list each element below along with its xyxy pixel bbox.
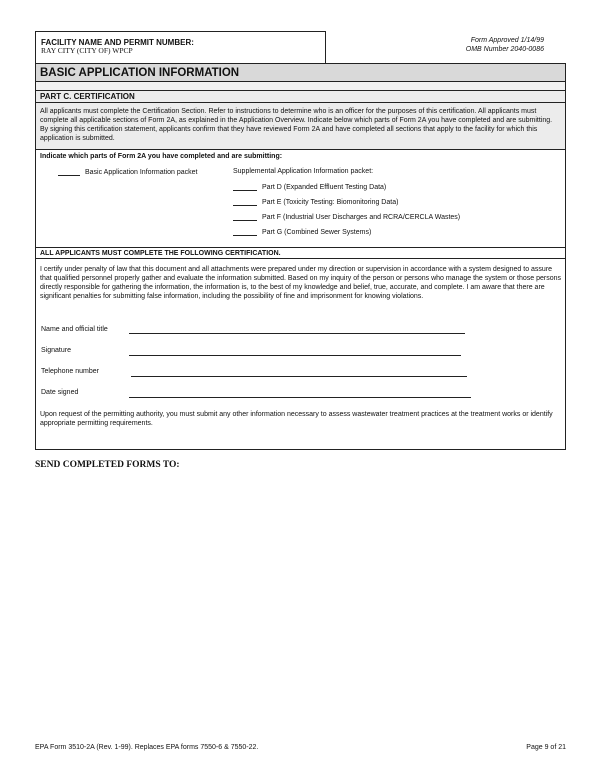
facility-label: FACILITY NAME AND PERMIT NUMBER: — [41, 38, 194, 47]
signature-field[interactable] — [129, 354, 461, 356]
part-title: PART C. CERTIFICATION — [36, 91, 565, 103]
footer-form-id: EPA Form 3510-2A (Rev. 1-99). Replaces EPA forms 7550-6 & 7550-22. — [35, 744, 259, 751]
check-blank[interactable] — [58, 168, 80, 176]
send-to-heading: SEND COMPLETED FORMS TO: — [35, 460, 180, 470]
checklist-item-label: Part D (Expanded Effluent Testing Data) — [262, 184, 387, 191]
checklist-item-label: Part F (Industrial User Discharges and RCRA/CERCLA Wastes) — [262, 214, 461, 221]
date-signed-label: Date signed — [41, 389, 79, 396]
telephone-label: Telephone number — [41, 368, 99, 375]
check-blank[interactable] — [233, 198, 257, 206]
checklist-item-part-f[interactable] — [233, 213, 460, 221]
check-blank[interactable] — [233, 213, 257, 221]
certification-form — [35, 63, 566, 450]
certification-heading: ALL APPLICANTS MUST COMPLETE THE FOLLOWING CERTIFICATION. — [36, 247, 565, 259]
certification-statement: I certify under penalty of law that this document and all attachments were prepared under my direction or supervision in accordance with a system designed to assure that qualified personnel properly gather and evaluate the information submitted. Based on my inquiry of the person or persons who manage the system or those persons directly responsible for gathering the information, the information is, to the best of my knowledge and belief, true, accurate, and complete. I am aware that there are significant penalties for submitting false information, including the possibility of fine and imprisonment for knowing violations. — [40, 266, 562, 300]
date-signed-field[interactable] — [129, 396, 471, 398]
facility-box — [35, 31, 326, 63]
checklist-item-label: Part E (Toxicity Testing: Biomonitoring Data) — [262, 199, 399, 206]
omb-number: OMB Number 2040-0086 — [465, 46, 544, 53]
section-divider — [36, 82, 565, 91]
checklist-item-part-d[interactable] — [233, 183, 386, 191]
check-blank[interactable] — [233, 183, 257, 191]
signature-label: Signature — [41, 347, 71, 354]
section-title: BASIC APPLICATION INFORMATION — [36, 64, 565, 82]
checklist-item-basic[interactable] — [58, 168, 197, 176]
facility-value: RAY CITY (CITY OF) WPCP — [41, 46, 133, 55]
closing-note: Upon request of the permitting authority, you must submit any other information necessary to assess wastewater treatment practices at the treatment works or identify appropriate permitting requirements. — [40, 411, 553, 427]
telephone-field[interactable] — [131, 375, 467, 377]
checklist-item-label: Basic Application Information packet — [85, 169, 198, 176]
supplemental-heading: Supplemental Application Information packet: — [233, 168, 374, 175]
checklist-item-part-g[interactable] — [233, 228, 371, 236]
form-approved-date: Form Approved 1/14/99 — [470, 37, 544, 44]
checklist-prompt: Indicate which parts of Form 2A you have completed and are submitting: — [40, 153, 283, 160]
name-title-label: Name and official title — [41, 326, 108, 333]
instructions-text: All applicants must complete the Certification Section. Refer to instructions to determine who is an officer for the purposes of this certification. All applicants must complete all applicable sections of Form 2A, as explained in the Application Overview. Indicate below which parts of Form 2A you have completed and are submitting. By signing this certification statement, applicants confirm that they have reviewed Form 2A and have completed all sections that apply to the facility for which this application is submitted. — [36, 103, 565, 150]
checklist-item-part-e[interactable] — [233, 198, 398, 206]
check-blank[interactable] — [233, 228, 257, 236]
name-title-field[interactable] — [129, 332, 465, 334]
footer-page-number: Page 9 of 21 — [526, 744, 566, 751]
checklist-item-label: Part G (Combined Sewer Systems) — [262, 229, 372, 236]
form-approval-info — [466, 36, 544, 54]
